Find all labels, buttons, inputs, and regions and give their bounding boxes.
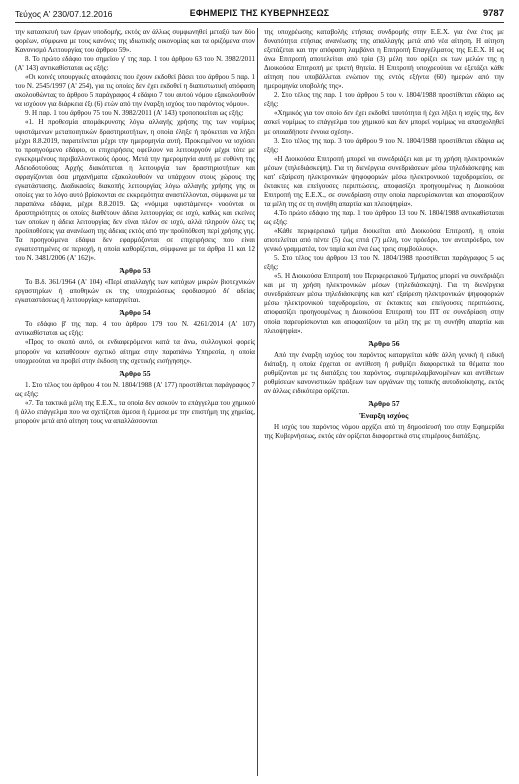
paragraph: Το Β.δ. 361/1964 (Α' 104) «Περί απαλλαγής των κατόχων μικρών βιοτεχνικών εργαστηρίων ή αποθηκών εκ της υποχρεώσεως εφοδιασμού δι' αδείας εγκαταστάσεως ή λειτουργίας» καταργείται. xyxy=(15,278,255,305)
column-divider xyxy=(257,28,258,776)
paragraph: 2. Στο τέλος της παρ. 1 του άρθρου 5 του ν. 1804/1988 προστίθεται εδάφιο ως εξής: xyxy=(264,91,504,109)
right-column xyxy=(264,28,504,441)
article-subtitle-57: Έναρξη ισχύος xyxy=(359,410,409,420)
paragraph: 5. Στο τέλος του άρθρου 13 του Ν. 1804/1988 προστίθεται παράγραφος 5 ως εξής: xyxy=(264,254,504,272)
gazette-title: ΕΦΗΜΕΡΙΣ ΤΗΣ ΚΥΒΕΡΝΗΣΕΩΣ xyxy=(189,8,330,18)
article-heading-53: Άρθρο 53 xyxy=(119,266,151,276)
paragraph: 8. Το πρώτο εδάφιο του σημείου γ' της παρ. 1 του άρθρου 63 του Ν. 3982/2011 (Α' 143) αντικαθίσταται ως εξής: xyxy=(15,55,255,73)
paragraph: «Οι κοινές υπουργικές αποφάσεις που έχουν εκδοθεί βάσει του άρθρου 5 παρ. 1 του Ν. 2545/1997 (Α' 254), για τις οποίες δεν έχει εκδοθεί η διαπιστωτική απόφαση ακολουθώντας το άρθρου 5 παράγραφος 4 εδάφιο 7 του αυτού νόμου εξακολουθούν να ισχύουν για διάρκεια έξι (6) ετών από την έναρξη ισχύος του παρόντος νόμου». xyxy=(15,73,255,109)
paragraph: 4.Το πρώτο εδάφιο της παρ. 1 του άρθρου 13 του Ν. 1804/1988 αντικαθίσταται ως εξής: xyxy=(264,208,504,226)
paragraph: 3. Στο τέλος της παρ. 3 του άρθρου 9 του Ν. 1804/1988 προστίθεται εδάφια ως εξής: xyxy=(264,136,504,154)
paragraph: Το εδάφιο β' της παρ. 4 του άρθρου 179 του Ν. 4261/2014 (Α' 107) αντικαθίσταται ως εξής: xyxy=(15,320,255,338)
paragraph: «1. Η προθεσμία απομάκρυνσης λόγω αλλαγής χρήσης της των νομίμως υφιστάμενων μεταποιητικών δραστηριοτήτων, η οποία έληξε ή πρόκειται να λήξει μέχρι 8.8.2019, παρατείνεται μέχρι την ημερομηνία αυτή. Προκειμένου να ισχύσει το προηγούμενο εδάφιο, οι επιχειρήσεις οφείλουν να λειτουργούν μέχρι τότε με εγκεκριμένους περιβαλλοντικούς όρους. Μετά την ημερομηνία αυτή με ευθύνη της Αδειοδοτούσας Αρχής διακόπτεται η λειτουργία των δραστηριοτήτων και σφραγίζονται όσα μηχανήματα εξακολουθούν να υπάρχουν στους χώρους της εγκατάστασης. Διαδικασίες διακοπής λειτουργίας λόγω αλλαγής χρήσης γης οι οποίες για το λόγο αυτό βρίσκονται σε εκκρεμότητα αναστέλλονται, σύμφωνα με τα παραπάνω εδάφια, μέχρι 8.8.2019. Ως «νόμιμα υφιστάμενες» νοούνται οι δραστηριότητες οι οποίες διαθέτουν άδεια λειτουργίας σε ισχύ, καθώς και εκείνες των οποίων η άδεια λειτουργίας δεν είναι πλέον σε ισχύ, αλλά πληρούν όλες τις προϋποθέσεις για ανανέωση της άδειας εκτός από την προϋπόθεση περί χρήσης γης. Τα προηγούμενα εδάφια δεν εφαρμόζονται σε επιχειρήσεις που είναι εγκατεστημένες σε περιοχή, η οποία καθορίζεται, σύμφωνα με τα άρθρα 11 και 12 του Ν. 3481/2006 (Α' 162)». xyxy=(15,118,255,263)
paragraph: «5. Η Διοικούσα Επιτροπή του Περιφερειακού Τμήματος μπορεί να συνεδριάζει και με τη χρήση ηλεκτρονικών μέσων (τηλεδιάσκεψη). Για τη διενέργεια συνεδριάσεων μέσω τηλεδιάσκεψης και κατ' εξαίρεση ηλεκτρονικών ψηφοφοριών μέσω ηλεκτρονικού ταχυδρομείου, σε έκτακτες και επείγουσες περιπτώσεις, αποφασίζει προηγουμένως η Διοικούσα Επιτροπή του ΠΤ σε συνεδρίαση στην οποία παρευρίσκονται και αποφασίζουν τα μέλη της με τη συνήθη απαρτία και πλειοψηφία». xyxy=(264,272,504,335)
article-heading-54: Άρθρο 54 xyxy=(119,308,151,318)
paragraph: «Η Διοικούσα Επιτροπή μπορεί να συνεδριάζει και με τη χρήση ηλεκτρονικών μέσων (τηλεδιάσκεψη). Για τη διενέργεια συνεδριάσεων μέσω τηλεδιάσκεψης και κατ' εξαίρεση ηλεκτρονικών ψηφοφοριών μέσω ηλεκτρονικού ταχυδρομείου, σε έκτακτες και επείγουσες περιπτώσεις, αποφασίζει προηγουμένως η Διοικούσα Επιτροπή της Ε.Ε.Χ., σε συνεδρίαση στην οποία παρευρίσκονται και αποφασίζουν τα μέλη της σε τη συνήθη απαρτία και πλειοψηφία». xyxy=(264,154,504,208)
paragraph: Η ισχύς του παρόντος νόμου αρχίζει από τη δημοσίευσή του στην Εφημερίδα της Κυβερνήσεως, εκτός εάν ορίζεται διαφορετικά στις επιμέρους διατάξεις. xyxy=(264,422,504,440)
paragraph: «7. Τα τακτικά μέλη της Ε.Ε.Χ., τα οποία δεν ασκούν το επάγγελμα του χημικού ή άλλο επάγγελμα που να σχετίζεται άμεσα ή έμμεσα με την επιστήμη της χημείας, μπορούν μετά από αίτηση τους να απαλλάσσονται xyxy=(15,398,255,425)
left-column xyxy=(15,28,255,426)
paragraph: 1. Στο τέλος του άρθρου 4 του Ν. 1804/1988 (Α' 177) προστίθεται παράγραφος 7 ως εξής: xyxy=(15,380,255,398)
paragraph: Από την έναρξη ισχύος του παρόντος καταργείται κάθε άλλη γενική ή ειδική διάταξη, η οποία έρχεται σε αντίθεση ή ρυθμίζει διαφορετικά τα θέματα που ρυθμίζονται με τις διατάξεις του παρόντος, συμπεριλαμβανομένων και αντίθετων ρυθμίσεων κανονιστικών πράξεων των οργάνων της τοπικής αυτοδιοίκησης, εκτός αν άλλως ειδικότερα ορίζεται. xyxy=(264,350,504,395)
article-heading-55: Άρθρο 55 xyxy=(119,368,151,378)
issue-label: Τεύχος Α' 230/07.12.2016 xyxy=(15,9,113,19)
page-number: 9787 xyxy=(482,8,504,19)
paragraph: «Κάθε περιφερειακό τμήμα διοικείται από Διοικούσα Επιτροπή, η οποία αποτελείται από πέντε (5) έως επτά (7) μέλη, τον πρόεδρο, τον αντιπρόεδρο, τον γενικό γραμματέα, τον ταμία και ένα έως τρεις συμβούλους». xyxy=(264,227,504,254)
paragraph: της υποχρέωσης καταβολής ετήσιας συνδρομής στην Ε.Ε.Χ. για ένα έτος με δυνατότητα ετήσιας ανανέωσης της απαλλαγής μετά από νέα αίτηση. Η αίτηση εξετάζεται και την απόφαση λαμβάνει η Επιτροπή Επαγγέλματος της Ε.Ε.Χ. Η ως άνω Επιτροπή αποτελείται από τρία (3) μέλη που ορίζει εκ των μελών της η Διοικούσα Επιτροπή με τριετή θητεία. Η Επιτροπή υποχρεούται να εξετάζει κάθε αίτηση που υποβάλλεται ενώπιον της εντός εξήντα (60) ημερών από την ημερομηνία υποβολής της». xyxy=(264,28,504,91)
page-header xyxy=(15,8,504,22)
article-heading-57: Άρθρο 57 xyxy=(368,398,400,408)
paragraph: «Χημικός για τον οποίο δεν έχει εκδοθεί ταυτότητα ή έχει λήξει η ισχύς της, δεν ασκεί νομίμως το επάγγελμα του χημικού και δεν μπορεί νομίμως να απασχοληθεί με οποιαδήποτε έννοια σχέση». xyxy=(264,109,504,136)
paragraph: «Προς το σκοπό αυτό, οι ενδιαφερόμενοι κατά τα άνω, συλλογικοί φορείς μπορούν να καταθέσουν σχετικό αίτημα στην παραπάνω Υπηρεσία, η οποία υποχρεούται να προβεί στην έκδοση της σχετικής εισήγησης». xyxy=(15,338,255,365)
article-heading-56: Άρθρο 56 xyxy=(368,338,400,348)
paragraph: 9. Η παρ. 1 του άρθρου 75 του Ν. 3982/2011 (Α' 143) τροποποιείται ως εξής: xyxy=(25,109,244,118)
paragraph: την κατασκευή των έργων υποδομής, εκτός αν άλλως συμφωνηθεί μεταξύ των δύο φορέων, σύμφωνα με τους κανόνες της ιδιωτικής οικονομίας και τα οριζόμενα στον Κανονισμό Λειτουργίας του άρθρου 59». xyxy=(15,28,255,55)
header-rule xyxy=(15,22,504,23)
